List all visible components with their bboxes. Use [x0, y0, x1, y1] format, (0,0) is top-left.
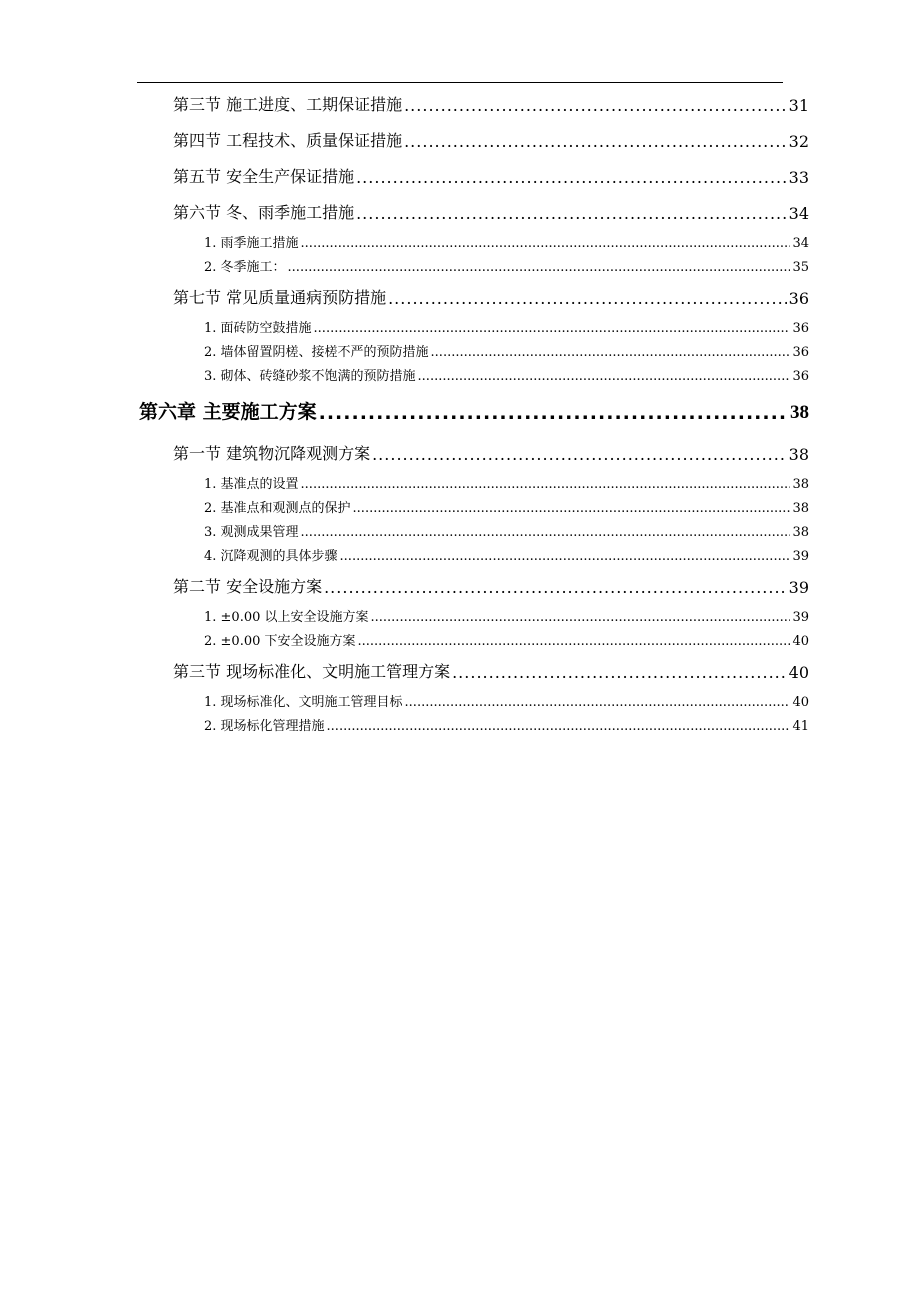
toc-entry-title: 1. ±0.00 以上安全设施方案	[204, 610, 369, 625]
toc-entry-page: 34	[792, 236, 809, 251]
toc-entry-page: 34	[788, 204, 809, 223]
toc-entry-title: 2. 冬季施工：	[204, 260, 286, 275]
toc-entry-page: 36	[792, 321, 809, 336]
toc-dot-leader	[404, 96, 787, 115]
toc-entry-page: 40	[792, 634, 809, 649]
toc-entry-page: 39	[792, 610, 809, 625]
toc-entry-page: 39	[788, 578, 809, 597]
toc-entry[interactable]	[204, 716, 809, 734]
toc-entry-title: 3. 砌体、砖缝砂浆不饱满的预防措施	[204, 369, 416, 384]
toc-entry-page: 38	[792, 477, 809, 492]
toc-entry[interactable]	[204, 233, 809, 251]
toc-entry[interactable]	[173, 93, 809, 115]
toc-entry-title: 4. 沉降观测的具体步骤	[204, 549, 338, 564]
toc-entry-title: 1. 现场标准化、文明施工管理目标	[204, 695, 403, 710]
toc-entry-title: 第三节 现场标准化、文明施工管理方案	[173, 662, 451, 681]
toc-dot-leader	[418, 369, 791, 384]
toc-entry[interactable]	[204, 607, 809, 625]
toc-dot-leader	[353, 501, 791, 516]
toc-entry[interactable]	[204, 318, 809, 336]
toc-entry[interactable]	[204, 257, 809, 275]
toc-entry[interactable]	[173, 129, 809, 151]
toc-entry-title: 第一节 建筑物沉降观测方案	[173, 444, 371, 463]
header-rule	[137, 82, 783, 83]
toc-entry[interactable]	[173, 575, 809, 597]
toc-entry[interactable]	[204, 342, 809, 360]
toc-dot-leader	[404, 132, 787, 151]
toc-dot-leader	[372, 445, 787, 464]
toc-entry-title: 1. 面砖防空鼓措施	[204, 321, 312, 336]
toc-dot-leader	[356, 168, 787, 187]
toc-entry-page: 38	[792, 525, 809, 540]
toc-entry-title: 2. 基准点和观测点的保护	[204, 501, 351, 516]
toc-entry-title: 第七节 常见质量通病预防措施	[173, 288, 387, 307]
toc-dot-leader	[358, 634, 791, 649]
toc-entry[interactable]	[204, 366, 809, 384]
toc-entry-page: 38	[790, 402, 809, 423]
toc-dot-leader	[452, 663, 787, 682]
toc-entry-title: 第六章 主要施工方案	[139, 401, 317, 423]
toc-entry-title: 2. 墙体留置阴槎、接槎不严的预防措施	[204, 345, 429, 360]
toc-dot-leader	[405, 695, 791, 710]
toc-entry-page: 32	[788, 132, 809, 151]
toc-entry-page: 35	[792, 260, 809, 275]
toc-dot-leader	[356, 204, 787, 223]
toc-dot-leader	[388, 289, 787, 308]
toc-entry-title: 第三节 施工进度、工期保证措施	[173, 95, 403, 114]
toc-dot-leader	[340, 549, 791, 564]
toc-entry-title: 1. 雨季施工措施	[204, 236, 299, 251]
toc-dot-leader	[301, 236, 791, 251]
toc-entry-page: 36	[792, 369, 809, 384]
toc-entry-page: 41	[792, 719, 809, 734]
toc-entry[interactable]	[173, 165, 809, 187]
toc-entry[interactable]	[173, 442, 809, 464]
toc-dot-leader	[324, 578, 787, 597]
toc-entry-page: 38	[792, 501, 809, 516]
toc-entry[interactable]	[204, 692, 809, 710]
toc-entry-page: 36	[792, 345, 809, 360]
toc-entry[interactable]	[204, 498, 809, 516]
toc-entry-title: 1. 基准点的设置	[204, 477, 299, 492]
toc-entry[interactable]	[173, 660, 809, 682]
toc-entry-page: 33	[788, 168, 809, 187]
toc-dot-leader	[431, 345, 791, 360]
toc-entry-page: 36	[788, 289, 809, 308]
toc-entry-title: 第四节 工程技术、质量保证措施	[173, 131, 403, 150]
toc-entry-title: 第六节 冬、雨季施工措施	[173, 203, 355, 222]
toc-dot-leader	[319, 402, 788, 424]
toc-entry[interactable]	[173, 286, 809, 308]
toc-dot-leader	[301, 525, 791, 540]
toc-entry-title: 2. ±0.00 下安全设施方案	[204, 634, 356, 649]
toc-entry-title: 2. 现场标化管理措施	[204, 719, 325, 734]
toc-entry[interactable]	[204, 631, 809, 649]
toc-entry-page: 31	[788, 96, 809, 115]
toc-dot-leader	[288, 260, 791, 275]
toc-entry-page: 40	[792, 695, 809, 710]
toc-entry[interactable]	[204, 546, 809, 564]
toc-entry-page: 39	[792, 549, 809, 564]
toc-entry-title: 第二节 安全设施方案	[173, 577, 323, 596]
toc-dot-leader	[327, 719, 791, 734]
toc-entry-title: 3. 观测成果管理	[204, 525, 299, 540]
toc-entry[interactable]	[204, 474, 809, 492]
toc-entry[interactable]	[204, 522, 809, 540]
toc-entry-page: 40	[788, 663, 809, 682]
toc-dot-leader	[314, 321, 791, 336]
toc-entry-page: 38	[788, 445, 809, 464]
toc-entry[interactable]	[173, 201, 809, 223]
toc-entry-title: 第五节 安全生产保证措施	[173, 167, 355, 186]
toc-chapter-entry[interactable]	[139, 398, 809, 424]
toc-dot-leader	[371, 610, 791, 625]
toc-dot-leader	[301, 477, 791, 492]
